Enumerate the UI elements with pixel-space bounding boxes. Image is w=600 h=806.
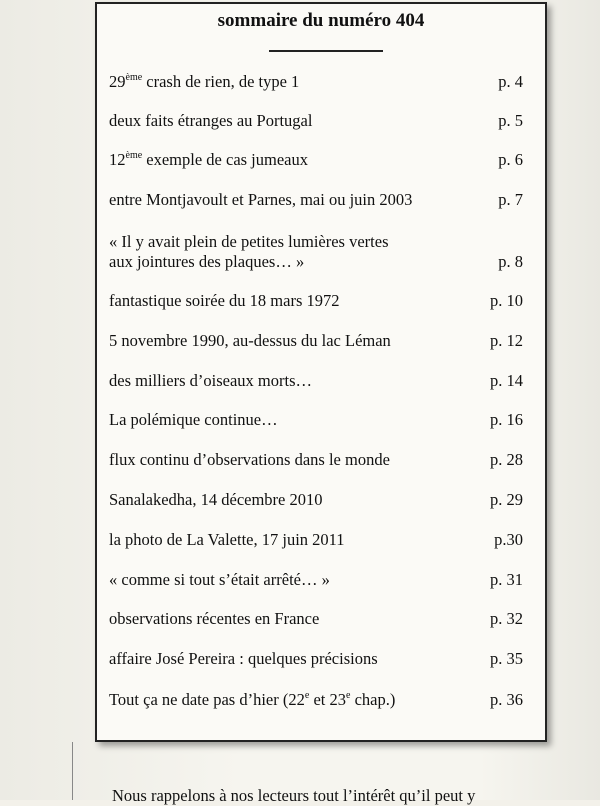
entry-text: des milliers d’oiseaux morts…: [109, 371, 313, 390]
entry-page: p. 16: [490, 410, 523, 429]
entry-page: p. 12: [490, 331, 523, 350]
toc-entry: [109, 570, 523, 590]
toc-entry: [109, 371, 523, 391]
entry-text: 5 novembre 1990, au-dessus du lac Léman: [109, 331, 391, 350]
entry-text: La polémique continue…: [109, 410, 278, 429]
entry-text: Sanalakedha, 14 décembre 2010: [109, 490, 323, 509]
toc-entry: [109, 649, 523, 669]
entry-page: p. 31: [490, 570, 523, 589]
entry-page: p. 8: [498, 252, 523, 271]
entry-superscript: ème: [125, 149, 143, 161]
entry-text: observations récentes en France: [109, 609, 320, 628]
toc-entry: [109, 150, 523, 170]
entry-page: p.30: [494, 530, 523, 549]
entry-page: p. 36: [490, 690, 523, 709]
entry-number: 12: [109, 150, 126, 169]
entry-text: affaire José Pereira : quelques précisions: [109, 649, 378, 668]
title-underline: [269, 50, 383, 52]
table-of-contents-box: [95, 2, 547, 742]
entry-page: p. 4: [498, 72, 523, 91]
entry-text-line1: « Il y avait plein de petites lumières vertes: [109, 232, 389, 251]
entry-text-end: chap.): [350, 690, 396, 709]
toc-entry: [109, 111, 523, 131]
toc-entry: [109, 609, 523, 629]
toc-entry: [109, 450, 523, 470]
entry-page: p. 35: [490, 649, 523, 668]
entry-text: aux jointures des plaques… »: [109, 252, 305, 271]
entry-number: 29: [109, 72, 126, 91]
entry-page: p. 29: [490, 490, 523, 509]
entry-text: crash de rien, de type 1: [142, 72, 300, 91]
entry-text: deux faits étranges au Portugal: [109, 111, 313, 130]
toc-entry: [109, 530, 523, 550]
entry-text: fantastique soirée du 18 mars 1972: [109, 291, 340, 310]
entry-superscript: e: [304, 689, 310, 701]
entry-text: la photo de La Valette, 17 juin 2011: [109, 530, 345, 549]
toc-title: sommaire du numéro 404: [217, 10, 425, 31]
toc-entry: [109, 291, 523, 311]
entry-page: p. 10: [490, 291, 523, 310]
toc-entry: [109, 490, 523, 510]
entry-page: p. 7: [498, 190, 523, 209]
entry-text: Tout ça ne date pas d’hier (22: [109, 690, 305, 709]
entry-page: p. 28: [490, 450, 523, 469]
entry-superscript: e: [345, 689, 351, 701]
toc-entry: [109, 232, 523, 272]
entry-superscript: ème: [125, 71, 143, 83]
entry-page: p. 32: [490, 609, 523, 628]
body-text-line: Nous rappelons à nos lecteurs tout l’intérêt qu’il peut y: [112, 786, 476, 805]
entry-page: p. 6: [498, 150, 523, 169]
entry-page: p. 5: [498, 111, 523, 130]
entry-text: « comme si tout s’était arrêté… »: [109, 570, 330, 589]
entry-text: exemple de cas jumeaux: [142, 150, 309, 169]
toc-entry: [109, 190, 523, 210]
entry-text: flux continu d’observations dans le monde: [109, 450, 390, 469]
toc-entry: [109, 72, 523, 92]
toc-entry: [109, 410, 523, 430]
entry-page: p. 14: [490, 371, 523, 390]
entry-text-mid: et 23: [309, 690, 346, 709]
column-divider: [72, 742, 73, 800]
entry-text: entre Montjavoult et Parnes, mai ou juin 2003: [109, 190, 413, 209]
toc-entry: [109, 690, 523, 710]
toc-entry: [109, 331, 523, 351]
